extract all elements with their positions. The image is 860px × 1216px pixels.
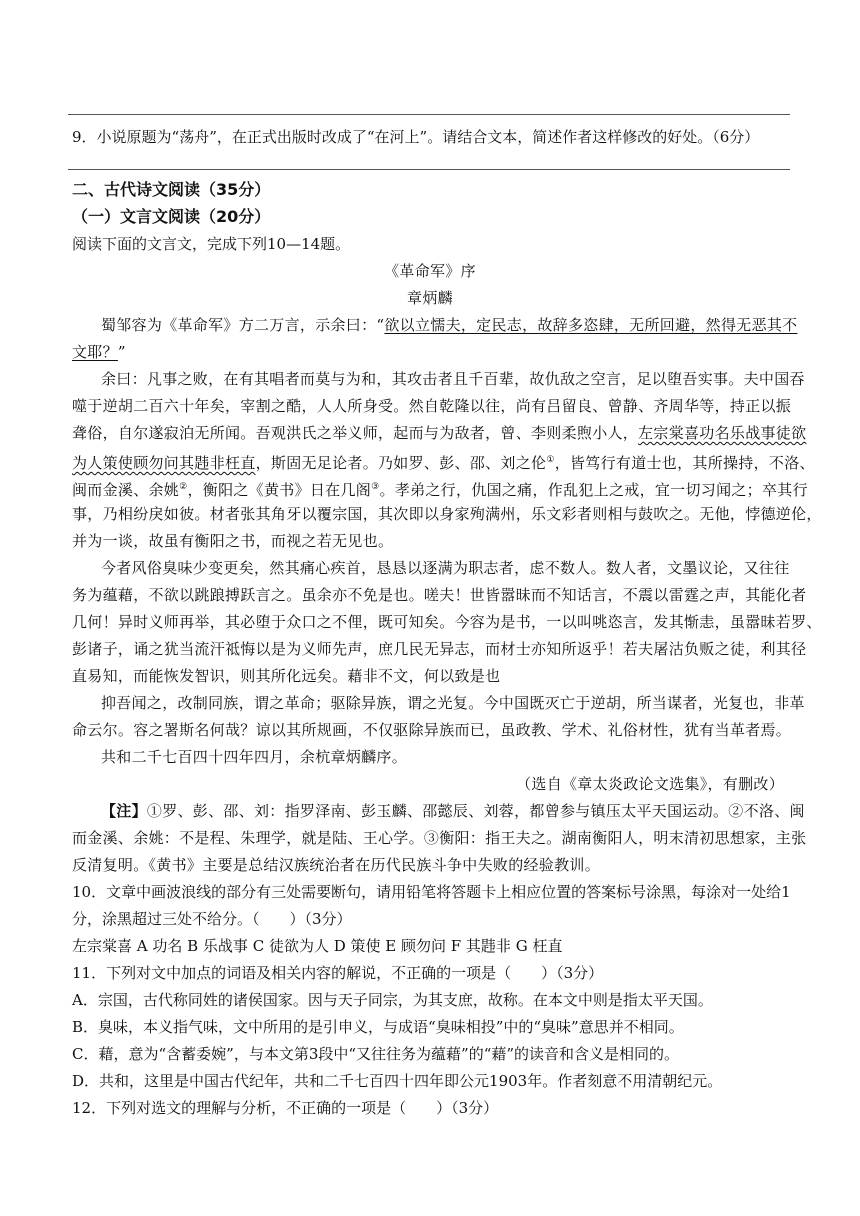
- para2-text: 聋俗，自尔遂寂泊无所闻。吾观洪氏之举义师，起而与为敌者，曾、李则柔煦小人，: [72, 424, 639, 442]
- question-11-option-c: C．藉，意为“含蓄委婉”，与本文第3段中“又往往务为蕴藉”的“藉”的读音和含义是相同的。: [72, 1045, 680, 1063]
- essay-source: （选自《章太炎政论文选集》，有删改）: [516, 775, 784, 793]
- question-9: 9．小说原题为“荡舟”，在正式出版时改成了“在河上”。请结合文本，简述作者这样修改的好处。（6分）: [72, 128, 760, 146]
- section-2-title: 二、古代诗文阅读（35分）: [72, 180, 271, 199]
- essay-para3-line3: 几何！异时义师再举，其必堕于众口之不俚，既可知矣。今容为是书，一以叫咷恣言，发其惭恚，虽嚣昧若罗、: [72, 613, 822, 631]
- notes-line3: 反清复明。《黄书》主要是总结汉族统治者在历代民族斗争中失败的经验教训。: [72, 856, 601, 874]
- essay-para3-line2: 务为蕴藉，不欲以跳踉搏跃言之。虽余亦不免是也。嗟夫！世皆嚣昧而不知话言，不震以雷霆之声，其能化者: [72, 586, 807, 604]
- wavy-underlined-text: 为人策使顾勿问其韪非枉直: [72, 454, 256, 472]
- section-2-1-title: （一）文言文阅读（20分）: [72, 207, 271, 226]
- essay-para4-line1: 抑吾闻之，改制同族，谓之革命；驱除异族，谓之光复。今中国既灭亡于逆胡，所当谋者，光复也，非革: [101, 694, 805, 712]
- para2-text: 闽而金溪、余姚: [72, 481, 180, 499]
- reading-instruction: 阅读下面的文言文，完成下列10—14题。: [72, 235, 351, 253]
- question-11-stem: 11．下列对文中加点的词语及相关内容的解说，不正确的一项是（ ）（3分）: [72, 964, 604, 982]
- notes-line2: 而金溪、余姚：不是程、朱理学，就是陆、王心学。③衡阳：指王夫之。湖南衡阳人，明末清初思想家，主张: [72, 829, 807, 847]
- para2-text: ，皆笃行有道士也，其所操持，不洛、: [554, 454, 815, 472]
- essay-para2-line7: 并为一谈，故虽有衡阳之书，而视之若无见也。: [72, 532, 394, 550]
- essay-date-line: 共和二千七百四十四年四月，余杭章炳麟序。: [101, 748, 408, 766]
- essay-para2-line5: [72, 475, 808, 503]
- question-11-option-d: D．共和，这里是中国古代纪年，共和二千七百四十四年即公元1903年。作者刻意不用清朝纪元。: [72, 1072, 723, 1090]
- underlined-sentence: 文耶？: [72, 343, 118, 361]
- wavy-underlined-text: 左宗棠喜功名乐战事徒欲: [638, 424, 807, 442]
- essay-para2-line3: [72, 421, 807, 446]
- notes-line1: [101, 799, 805, 824]
- question-10-line1: 10．文章中画波浪线的部分有三处需要断句，请用铅笔将答题卡上相应位置的答案标号涂黑，每涂对一处给1: [72, 883, 791, 901]
- question-10-options: 左宗棠喜 A 功名 B 乐战事 C 徒欲为人 D 策使 E 顾勿问 F 其韪非 G 枉直: [72, 937, 563, 955]
- underlined-sentence: 欲以立懦夫，定民志，故辞多恣肆，无所回避，然得无恶其不: [384, 316, 798, 334]
- essay-para3-line5: 直易知，而能恢发智识，则其所化远矣。藉非不文，何以致是也: [72, 667, 501, 685]
- essay-para4-line2: 命云尔。容之署斯名何哉？谅以其所规画，不仅驱除异族而已，虽政教、学术、礼俗材性，犹有当革者焉。: [72, 721, 792, 739]
- notes-label: 【注】: [101, 802, 147, 820]
- footnote-mark: ①: [546, 455, 555, 465]
- essay-para3-line1: 今者风俗臭味少变更矣，然其痛心疾首，恳恳以逐满为职志者，虑不数人。数人者，文墨议论，又往往: [101, 559, 790, 577]
- essay-para3-line4: 彭诸子，诵之犹当流汗祗悔以是为义师先声，庶几民无异志，而材士亦知所返乎！若夫屠沽负贩之徒，利其径: [72, 640, 807, 658]
- answer-line: [68, 169, 790, 170]
- para1-text: ”: [117, 343, 126, 361]
- notes-text: ①罗、彭、邵、刘：指罗泽南、彭玉麟、邵懿辰、刘蓉，都曾参与镇压太平天国运动。②不洛、闽: [146, 802, 805, 820]
- question-10-line2: 分，涂黑超过三处不给分。（ ）（3分）: [72, 910, 352, 928]
- para2-text: 。孝弟之行，仇国之痛，作乱犯上之戒，宜一切习闻之；卒其行: [379, 481, 808, 499]
- para1-text: 蜀邹容为《革命军》方二万言，示余曰：“: [101, 316, 385, 334]
- essay-author: 章炳麟: [407, 289, 453, 307]
- essay-para2-line4: [72, 448, 815, 476]
- essay-title: 《革命军》序: [384, 262, 476, 280]
- question-11-option-a: A．宗国，古代称同姓的诸侯国家。因与天子同宗，为其支庶，故称。在本文中则是指太平天国。: [72, 991, 713, 1009]
- footnote-mark: ③: [371, 482, 380, 492]
- para2-text: ，斯固无足论者。乃如罗、彭、邵、刘之伦: [255, 454, 547, 472]
- question-12-stem: 12．下列对选文的理解与分析，不正确的一项是（ ）（3分）: [72, 1099, 499, 1117]
- para2-text: ，衡阳之《黄书》日在几阁: [187, 481, 372, 499]
- essay-para1-line2: [72, 340, 792, 365]
- essay-para2-line6: 事，乃相纷戾如彼。材者张其角牙以覆宗国，其次即以身家殉满州，乐文彩者则相与鼓吹之。无他，悖德逆伦，: [72, 505, 822, 523]
- answer-line: [68, 114, 790, 115]
- essay-para2-line1: 余曰：凡事之败，在有其唱者而莫与为和，其攻击者且千百辈，故仇敌之空言，足以堕吾实事。夫中国吞: [101, 370, 805, 388]
- question-11-option-b: B．臭味，本义指气味，文中所用的是引申义，与成语“臭味相投”中的“臭味”意思并不相同。: [72, 1018, 684, 1036]
- footnote-mark: ②: [179, 482, 188, 492]
- essay-para1-line1: [101, 313, 798, 338]
- essay-para2-line2: 噬于逆胡二百六十年矣，宰割之酷，人人所身受。然自乾隆以往，尚有吕留良、曾静、齐周华等，持正以振: [72, 397, 792, 415]
